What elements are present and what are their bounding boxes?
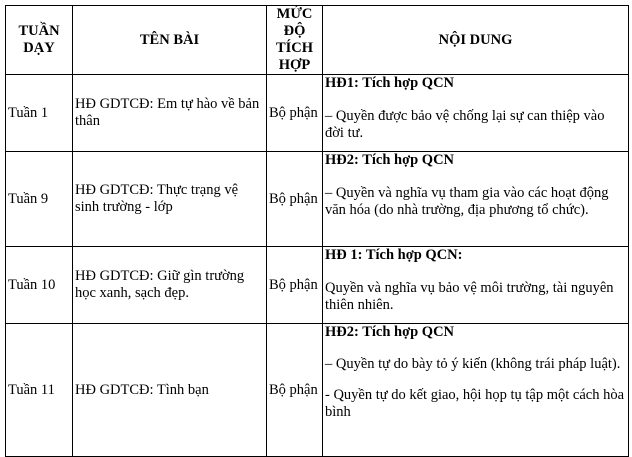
content-item: Quyền và nghĩa vụ bảo vệ môi trường, tài nguyên thiên nhiên.: [325, 280, 614, 313]
content-heading: HĐ2: Tích hợp QCN: [325, 152, 455, 168]
content-item: - Quyền tự do kết giao, hội họp tụ tập một cách hòa bình: [325, 387, 624, 420]
header-week: TUẦN DẠY: [6, 6, 73, 75]
content-cell: [323, 324, 629, 457]
table-row: [6, 324, 629, 457]
content-spacer: [325, 373, 626, 387]
content-item: – Quyền tự do bày tỏ ý kiến (không trái pháp luật).: [325, 356, 621, 372]
content-item: – Quyền và nghĩa vụ tham gia vào các hoạt động văn hóa (do nhà trường, địa phương tổ chức).: [325, 185, 609, 218]
integration-level-cell: Bộ phận: [267, 75, 323, 152]
integration-level-cell: Bộ phận: [267, 152, 323, 247]
table-row: [6, 247, 629, 324]
content-item: – Quyền được bảo vệ chống lại sự can thiệp vào đời tư.: [325, 108, 605, 141]
week-cell: Tuần 9: [6, 152, 73, 247]
table-header-row: [6, 6, 629, 75]
week-cell: Tuần 10: [6, 247, 73, 324]
table-row: [6, 152, 629, 247]
lesson-title-cell: HĐ GDTCĐ: Thực trạng vệ sinh trường - lớp: [73, 152, 267, 247]
content-heading: HĐ 1: Tích hợp QCN:: [325, 247, 463, 263]
lesson-title-cell: HĐ GDTCĐ: Em tự hào về bản thân: [73, 75, 267, 152]
header-level: MỨC ĐỘ TÍCH HỢP: [267, 6, 323, 75]
content-cell: [323, 75, 629, 152]
header-title: TÊN BÀI: [73, 6, 267, 75]
week-cell: Tuần 11: [6, 324, 73, 457]
week-cell: Tuần 1: [6, 75, 73, 152]
integration-plan-table: [5, 5, 629, 457]
integration-level-cell: Bộ phận: [267, 247, 323, 324]
table-row: [6, 75, 629, 152]
integration-level-cell: Bộ phận: [267, 324, 323, 457]
content-cell: [323, 247, 629, 324]
lesson-title-cell: HĐ GDTCĐ: Tình bạn: [73, 324, 267, 457]
header-content: NỘI DUNG: [323, 6, 629, 75]
content-heading: HĐ2: Tích hợp QCN: [325, 324, 455, 340]
lesson-title-cell: HĐ GDTCĐ: Giữ gìn trường học xanh, sạch đẹp.: [73, 247, 267, 324]
content-heading: HĐ1: Tích hợp QCN: [325, 75, 455, 91]
content-cell: [323, 152, 629, 247]
